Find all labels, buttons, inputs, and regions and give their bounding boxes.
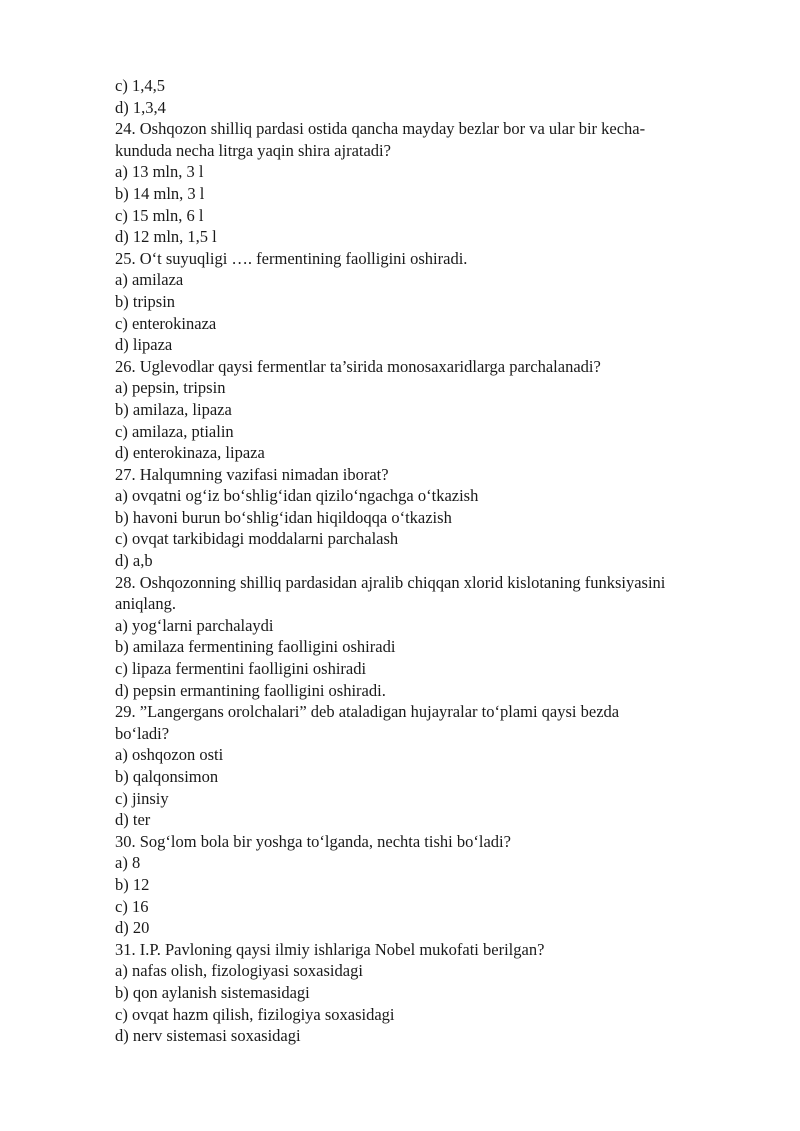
option-line: d) 20 (115, 918, 150, 938)
option-line: d) pepsin ermantining faolligini oshiradi. (115, 680, 386, 700)
option-line: b) qon aylanish sistemasidagi (115, 982, 310, 1002)
question-25 (115, 248, 750, 356)
option-line: a) oshqozon osti (115, 745, 224, 765)
option-line: d) ter (115, 810, 151, 830)
option-line: d) enterokinaza, lipaza (115, 443, 265, 463)
question-text: bo‘ladi? (115, 723, 170, 743)
option-line: b) 14 mln, 3 l (115, 183, 205, 203)
option-line: d) 12 mln, 1,5 l (115, 227, 217, 247)
option-line: c) enterokinaza (115, 313, 217, 333)
option-line: b) tripsin (115, 291, 176, 311)
option-line: d) nerv sistemasi soxasidagi (115, 1026, 301, 1046)
option-line: a) 8 (115, 853, 141, 873)
option-line: d) a,b (115, 551, 153, 571)
option-line: c) ovqat hazm qilish, fizilogiya soxasidagi (115, 1004, 395, 1024)
option-line: c) 1,4,5 (115, 76, 165, 95)
question-text: 24. Oshqozon shilliq pardasi ostida qancha mayday bezlar bor va ular bir kecha- (115, 119, 646, 139)
option-line: c) lipaza fermentini faolligini oshiradi (115, 659, 367, 679)
question-text: 26. Uglevodlar qaysi fermentlar ta’sirida monosaxaridlarga parchalanadi? (115, 356, 601, 376)
option-line: d) lipaza (115, 335, 173, 355)
question-31 (115, 939, 750, 1047)
question-text: aniqlang. (115, 594, 176, 614)
option-line: b) amilaza fermentining faolligini oshiradi (115, 637, 396, 657)
option-line: a) pepsin, tripsin (115, 378, 226, 398)
question-26 (115, 356, 750, 464)
option-line: b) havoni burun bo‘shlig‘idan hiqildoqqa o‘tkazish (115, 507, 452, 527)
question-text: 29. ”Langergans orolchalari” deb ataladigan hujayralar to‘plami qaysi bezda (115, 702, 620, 722)
document-page (115, 75, 750, 1047)
question-text: 27. Halqumning vazifasi nimadan iborat? (115, 464, 389, 484)
question-28 (115, 572, 750, 702)
option-line: b) qalqonsimon (115, 767, 219, 786)
question-text: 28. Oshqozonning shilliq pardasidan ajralib chiqqan xlorid kislotaning funksiyasini (115, 572, 666, 592)
question-27 (115, 464, 750, 572)
option-line: d) 1,3,4 (115, 97, 166, 117)
option-line: a) yog‘larni parchalaydi (115, 615, 274, 635)
option-line: a) nafas olish, fizologiyasi soxasidagi (115, 961, 363, 981)
option-line: a) 13 mln, 3 l (115, 162, 204, 182)
question-24 (115, 118, 750, 248)
option-line: c) 15 mln, 6 l (115, 205, 204, 225)
option-line: c) 16 (115, 896, 149, 916)
option-line: c) amilaza, ptialin (115, 421, 234, 441)
option-line: b) amilaza, lipaza (115, 399, 232, 419)
question-text: kunduda necha litrga yaqin shira ajratadi? (115, 140, 391, 160)
option-line: a) ovqatni og‘iz bo‘shlig‘idan qizilo‘ngachga o‘tkazish (115, 486, 479, 506)
question-29 (115, 701, 750, 831)
option-line: c) ovqat tarkibidagi moddalarni parchalash (115, 529, 399, 549)
question-text: 25. O‘t suyuqligi …. fermentining faolligini oshiradi. (115, 248, 468, 268)
option-line: a) amilaza (115, 270, 184, 290)
option-line: c) jinsiy (115, 788, 169, 808)
question-text: 31. I.P. Pavloning qaysi ilmiy ishlariga Nobel mukofati berilgan? (115, 939, 545, 959)
option-line: b) 12 (115, 874, 150, 894)
question-text: 30. Sog‘lom bola bir yoshga to‘lganda, nechta tishi bo‘ladi? (115, 831, 511, 851)
leading-options (115, 75, 750, 118)
question-30 (115, 831, 750, 939)
